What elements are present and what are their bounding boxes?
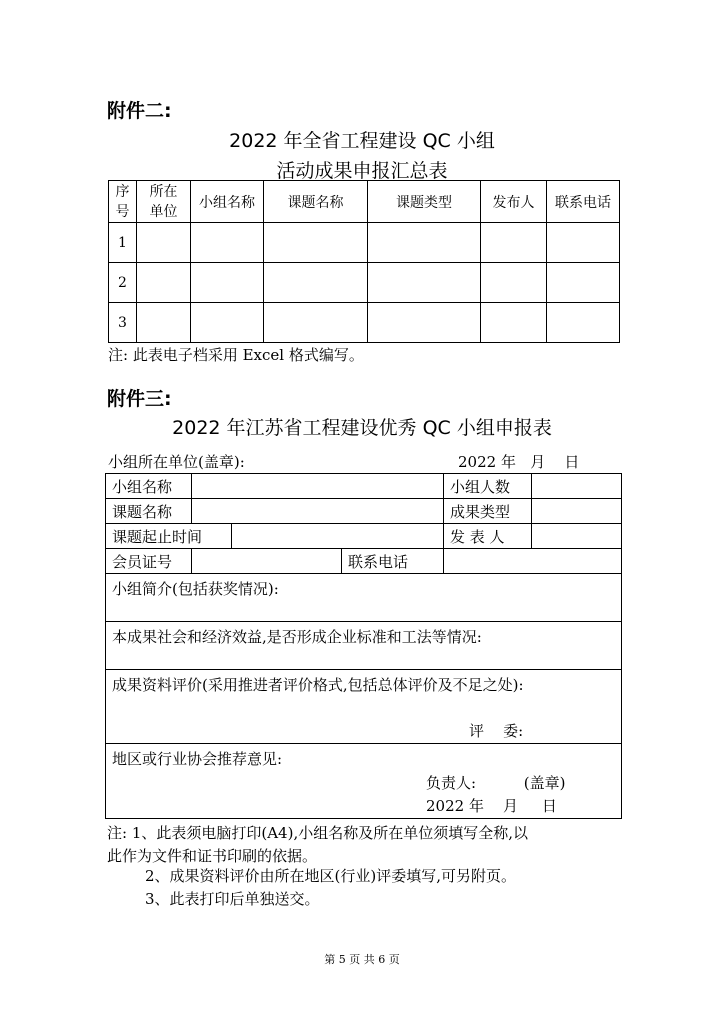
attachment2-note: 注: 此表电子档采用 Excel 格式编写。: [108, 346, 364, 364]
label-presenter: 发 表 人: [444, 524, 532, 549]
form-row: [106, 499, 622, 524]
row-number: 3: [109, 303, 137, 343]
table-cell[interactable]: [137, 263, 191, 303]
table-cell[interactable]: [264, 303, 368, 343]
attachment3-title: 2022 年江苏省工程建设优秀 QC 小组申报表: [172, 417, 552, 439]
label-sign-date: 2022 年 月 日: [426, 797, 557, 815]
recommendation-field[interactable]: [106, 744, 622, 819]
benefit-field[interactable]: [106, 622, 622, 670]
col-group-name: 小组名称: [191, 181, 264, 223]
application-date: 2022 年 月 日: [458, 453, 580, 471]
table-cell[interactable]: [264, 223, 368, 263]
table-cell[interactable]: [191, 223, 264, 263]
table-cell[interactable]: [368, 303, 481, 343]
col-presenter: 发布人: [481, 181, 547, 223]
form-row: [106, 670, 622, 744]
table-cell[interactable]: [137, 303, 191, 343]
table-cell[interactable]: [191, 303, 264, 343]
group-size-field[interactable]: [532, 474, 622, 499]
table-cell[interactable]: [481, 263, 547, 303]
topic-name-field[interactable]: [192, 499, 444, 524]
attachment2-title-line2: 活动成果申报汇总表: [276, 160, 448, 182]
label-evaluation: 成果资料评价(采用推进者评价格式,包括总体评价及不足之处):: [112, 676, 524, 694]
label-member-id: 会员证号: [106, 549, 192, 574]
attachment3-heading: 附件三:: [107, 388, 172, 410]
group-name-field[interactable]: [192, 474, 444, 499]
label-responsible: 负责人: (盖章): [426, 774, 566, 792]
member-id-field[interactable]: [192, 549, 342, 574]
table-row: [109, 223, 620, 263]
row-number: 2: [109, 263, 137, 303]
topic-period-field[interactable]: [232, 524, 444, 549]
form-row: [106, 474, 622, 499]
form-note-1: 注: 1、此表须电脑打印(A4),小组名称及所在单位须填写全称,以: [107, 824, 528, 842]
label-group-intro: 小组简介(包括获奖情况):: [112, 580, 279, 598]
col-topic-name: 课题名称: [264, 181, 368, 223]
group-intro-field[interactable]: [106, 574, 622, 622]
label-phone: 联系电话: [342, 549, 444, 574]
label-group-size: 小组人数: [444, 474, 532, 499]
label-group-name: 小组名称: [106, 474, 192, 499]
form-row: [106, 622, 622, 670]
col-topic-type: 课题类型: [368, 181, 481, 223]
summary-header-row: [109, 181, 620, 223]
label-recommendation: 地区或行业协会推荐意见:: [112, 750, 283, 768]
table-cell[interactable]: [368, 223, 481, 263]
table-cell[interactable]: [264, 263, 368, 303]
table-cell[interactable]: [481, 223, 547, 263]
unit-seal-line: 小组所在单位(盖章):: [108, 453, 245, 471]
page-footer: 第 5 页 共 6 页: [324, 953, 400, 966]
table-row: [109, 303, 620, 343]
application-form: [105, 473, 622, 819]
form-note-3: 2、成果资料评价由所在地区(行业)评委填写,可另附页。: [145, 867, 517, 885]
form-row: [106, 574, 622, 622]
table-cell[interactable]: [547, 223, 620, 263]
attachment2-heading: 附件二:: [107, 100, 172, 122]
phone-field[interactable]: [444, 549, 622, 574]
presenter-field[interactable]: [532, 524, 622, 549]
result-type-field[interactable]: [532, 499, 622, 524]
label-benefit: 本成果社会和经济效益,是否形成企业标准和工法等情况:: [112, 628, 482, 646]
table-cell[interactable]: [547, 263, 620, 303]
col-phone: 联系电话: [547, 181, 620, 223]
form-row: [106, 549, 622, 574]
table-cell[interactable]: [191, 263, 264, 303]
row-number: 1: [109, 223, 137, 263]
label-result-type: 成果类型: [444, 499, 532, 524]
col-seq: 序 号: [109, 181, 137, 223]
col-unit: 所在 单位: [137, 181, 191, 223]
label-reviewer: 评 委:: [469, 722, 524, 740]
summary-table: [108, 180, 620, 343]
label-topic-period: 课题起止时间: [106, 524, 232, 549]
table-cell[interactable]: [368, 263, 481, 303]
table-row: [109, 263, 620, 303]
evaluation-field[interactable]: [106, 670, 622, 744]
table-cell[interactable]: [481, 303, 547, 343]
table-cell[interactable]: [547, 303, 620, 343]
form-note-2: 此作为文件和证书印刷的依据。: [107, 847, 318, 865]
label-topic-name: 课题名称: [106, 499, 192, 524]
table-cell[interactable]: [137, 223, 191, 263]
attachment2-title-line1: 2022 年全省工程建设 QC 小组: [229, 130, 495, 152]
form-note-4: 3、此表打印后单独送交。: [145, 890, 320, 908]
form-row: [106, 524, 622, 549]
form-row: [106, 744, 622, 819]
